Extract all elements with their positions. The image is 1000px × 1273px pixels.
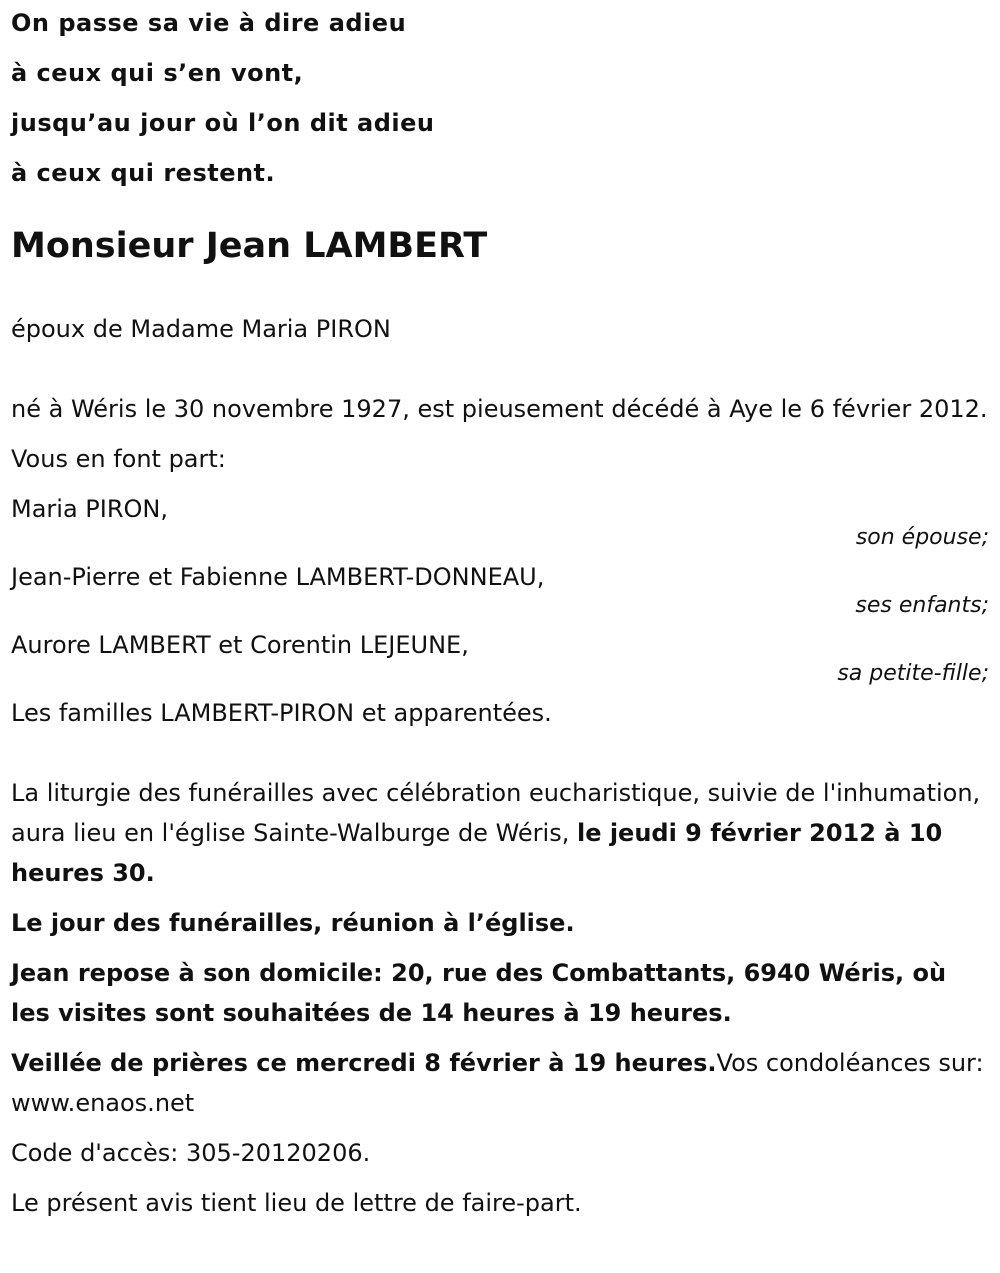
family-member-name: Jean-Pierre et Fabienne LAMBERT-DONNEAU,: [11, 563, 545, 591]
poem: [11, 0, 991, 208]
family-list: [11, 489, 991, 687]
family-relation: ses enfants;: [855, 593, 989, 618]
liturgy-text: La liturgie des funérailles avec célébration eucharistique, suivie de l'inhumation, aura lieu en l'église Sainte-Walburge de Wéris,: [11, 779, 981, 847]
spouse-line: époux de Madame Maria PIRON: [11, 315, 391, 343]
poem-line: à ceux qui s’en vont,: [11, 59, 304, 87]
access-code: Code d'accès: 305-20120206.: [11, 1139, 371, 1167]
family-member-name: Maria PIRON,: [11, 495, 168, 523]
birth-death-text: né à Wéris le 30 novembre 1927, est pieusement décédé à Aye le 6 février 2012.: [11, 395, 988, 423]
reunion-text: Le jour des funérailles, réunion à l’église.: [11, 909, 575, 937]
veillee-paragraph: [11, 1043, 991, 1123]
liturgy-paragraph: [11, 773, 991, 893]
poem-line: On passe sa vie à dire adieu: [11, 9, 407, 37]
families-line: Les familles LAMBERT-PIRON et apparentées.: [11, 699, 552, 727]
deceased-name: Monsieur Jean LAMBERT: [11, 226, 488, 266]
family-relation: sa petite-fille;: [837, 661, 989, 686]
announce-text: Vous en font part:: [11, 445, 226, 473]
closing-text: Le présent avis tient lieu de lettre de faire-part.: [11, 1189, 582, 1217]
veillee-date: Veillée de prières ce mercredi 8 février à 19 heures.: [11, 1049, 717, 1077]
poem-line: à ceux qui restent.: [11, 159, 276, 187]
family-entry: [11, 625, 991, 687]
poem-line: jusqu’au jour où l’on dit adieu: [11, 109, 435, 137]
repose-text: Jean repose à son domicile: 20, rue des Combattants, 6940 Wéris, où les visites sont souhaitées de 14 heures à 19 heures.: [11, 959, 947, 1027]
family-relation: son épouse;: [855, 525, 989, 550]
condolences-text: Vos condoléances sur: www.enaos.net: [11, 1049, 984, 1117]
family-entry: [11, 489, 991, 551]
family-entry: [11, 557, 991, 619]
family-member-name: Aurore LAMBERT et Corentin LEJEUNE,: [11, 631, 469, 659]
obituary-notice: [11, 0, 991, 1223]
liturgy-date: le jeudi 9 février 2012 à 10 heures 30.: [11, 819, 943, 887]
